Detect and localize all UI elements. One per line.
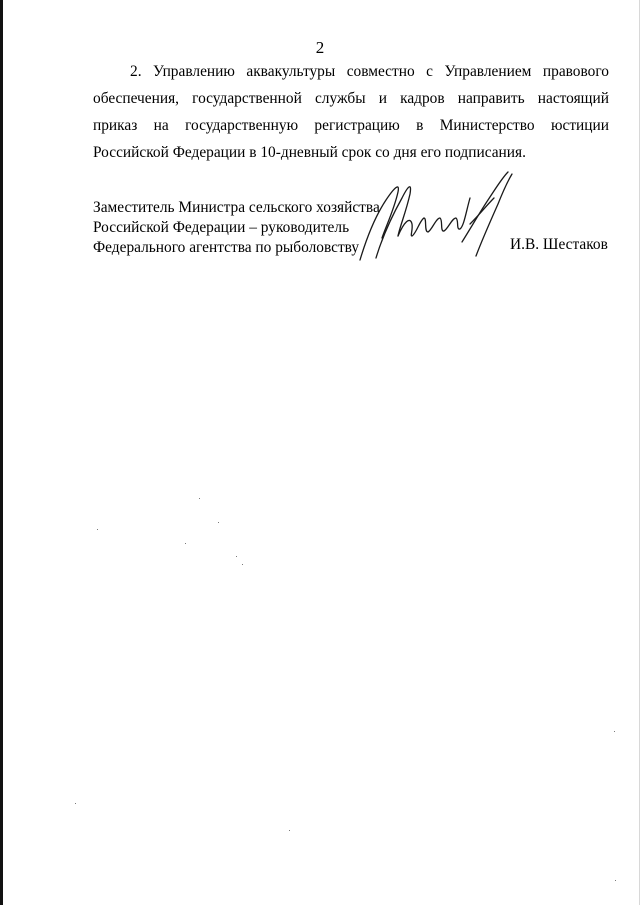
body-paragraph bbox=[93, 58, 609, 166]
scan-speck bbox=[75, 803, 76, 804]
handwritten-signature bbox=[352, 160, 522, 268]
scan-speck bbox=[236, 556, 237, 557]
page-number: 2 bbox=[315, 38, 325, 57]
scan-speck bbox=[242, 564, 243, 565]
scan-speck bbox=[615, 880, 616, 881]
scan-left-edge bbox=[0, 0, 3, 905]
signer-position bbox=[93, 198, 380, 258]
paragraph-line-3: приказ на государственную регистрацию в Министерство юстиции bbox=[93, 117, 609, 134]
position-line-1: Заместитель Министра сельского хозяйства bbox=[93, 199, 380, 216]
scan-speck bbox=[199, 498, 200, 499]
scan-speck bbox=[614, 731, 615, 732]
position-line-3: Федерального агентства по рыболовству bbox=[93, 239, 360, 256]
signer-name: И.В. Шестаков bbox=[510, 236, 608, 253]
scan-speck bbox=[185, 543, 186, 544]
position-line-2: Российской Федерации – руководитель bbox=[93, 219, 350, 236]
scan-speck bbox=[97, 529, 98, 530]
paragraph-line-2: обеспечения, государственной службы и кадров направить настоящий bbox=[93, 90, 609, 107]
scan-speck bbox=[218, 522, 219, 523]
scan-speck bbox=[289, 830, 290, 831]
paragraph-line-1: 2. Управлению аквакультуры совместно с Управлением правового bbox=[130, 63, 609, 80]
paragraph-line-4: Российской Федерации в 10-дневный срок со дня его подписания. bbox=[93, 144, 526, 161]
